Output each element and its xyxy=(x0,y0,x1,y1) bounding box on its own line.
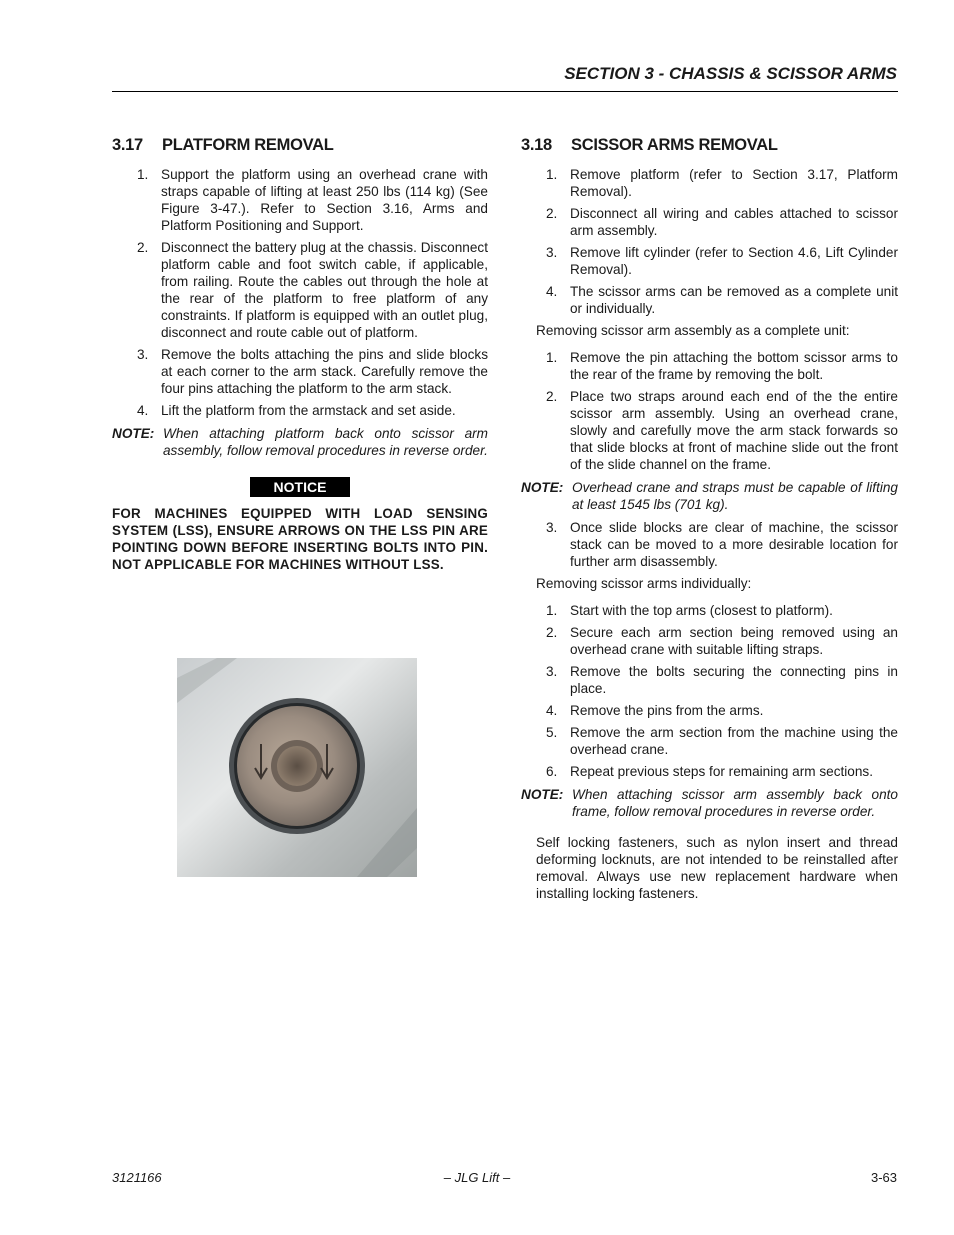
note-label: NOTE: xyxy=(112,426,155,441)
list-item: 3. Remove the bolts securing the connecting pins in place. xyxy=(546,664,898,696)
header-section-title: SECTION 3 - CHASSIS & SCISSOR ARMS xyxy=(564,64,897,83)
footer-center: – JLG Lift – xyxy=(443,1170,511,1185)
list-item: 4. Lift the platform from the armstack and set aside. xyxy=(137,403,456,418)
scissor-removal-steps xyxy=(521,166,898,317)
list-item: 4. Remove the pins from the arms. xyxy=(546,703,764,718)
section-title: PLATFORM REMOVAL xyxy=(162,136,334,154)
list-item: 2. Secure each arm section being removed using an overhead crane with suitable lifting straps. xyxy=(546,625,898,657)
right-column xyxy=(521,136,898,912)
list-item: 3. Remove lift cylinder (refer to Section 4.6, Lift Cylinder Removal). xyxy=(546,245,898,277)
left-column xyxy=(112,136,488,573)
notice-badge: NOTICE xyxy=(250,477,350,497)
footer-doc-number: 3121166 xyxy=(112,1170,162,1185)
note-label: NOTE: xyxy=(521,787,564,802)
list-item: 3. Once slide blocks are clear of machine, the scissor stack can be moved to a more desirable location for further arm disassembly. xyxy=(546,520,898,569)
note-text: When attaching platform back onto scissor arm assembly, follow removal procedures in reverse order. xyxy=(163,426,488,458)
complete-unit-steps xyxy=(521,349,898,473)
list-item: 4. The scissor arms can be removed as a complete unit or individually. xyxy=(546,284,898,316)
list-item: 1. Remove the pin attaching the bottom scissor arms to the rear of the frame by removing the bolt. xyxy=(546,350,898,382)
list-item: 1. Start with the top arms (closest to platform). xyxy=(546,603,833,618)
platform-removal-steps xyxy=(112,166,488,419)
paragraph-locking-fasteners: Self locking fasteners, such as nylon insert and thread deforming locknuts, are not intended to be reinstalled after removal. Always use new replacement hardware when installing locking fasteners. xyxy=(536,835,898,901)
list-item: 1. Remove platform (refer to Section 3.17, Platform Removal). xyxy=(546,167,898,199)
lss-pin-photo xyxy=(177,658,417,877)
note-text: Overhead crane and straps must be capable of lifting at least 1545 lbs (701 kg). xyxy=(572,480,898,512)
note xyxy=(521,786,898,820)
paragraph-complete-unit: Removing scissor arm assembly as a complete unit: xyxy=(536,323,850,338)
individual-steps xyxy=(521,602,898,780)
complete-unit-steps-cont xyxy=(521,519,898,570)
list-item: 2. Disconnect all wiring and cables attached to scissor arm assembly. xyxy=(546,206,898,238)
note-text: When attaching scissor arm assembly back onto frame, follow removal procedures in reverse order. xyxy=(572,787,898,819)
notice-text: FOR MACHINES EQUIPPED WITH LOAD SENSING SYSTEM (LSS), ENSURE ARROWS ON THE LSS PIN ARE POINTING DOWN BEFORE INSERTING BOLTS INTO PIN. NOT APPLICABLE FOR MACHINES WITHOUT LSS. xyxy=(112,506,488,572)
section-title: SCISSOR ARMS REMOVAL xyxy=(571,136,778,154)
header-rule xyxy=(112,91,898,92)
list-item: 5. Remove the arm section from the machine using the overhead crane. xyxy=(546,725,898,757)
list-item: 3. Remove the bolts attaching the pins and slide blocks at each corner to the arm stack. Carefully remove the four pins attaching the platform to the arm stack. xyxy=(137,347,488,396)
footer-page-number: 3-63 xyxy=(870,1170,897,1185)
section-heading-3-18 xyxy=(521,136,898,155)
note xyxy=(112,425,488,459)
list-item: 6. Repeat previous steps for remaining arm sections. xyxy=(546,764,873,779)
note xyxy=(521,479,898,513)
list-item: 2. Disconnect the battery plug at the chassis. Disconnect platform cable and foot switch cable, if applicable, from railing. Route the cables out through the hole at the rear of the platform to free platform of any constraints. If platform is equipped with an outlet plug, disconnect and route cable out of platform. xyxy=(137,240,488,340)
section-heading-3-17 xyxy=(112,136,488,155)
section-number: 3.17 xyxy=(112,136,143,154)
list-item: 1. Support the platform using an overhead crane with straps capable of lifting at least 250 lbs (114 kg) (See Figure 3-47.). Refer to Section 3.16, Arms and Platform Positioning and Support. xyxy=(137,167,488,233)
paragraph-individually: Removing scissor arms individually: xyxy=(536,576,752,591)
section-number: 3.18 xyxy=(521,136,552,154)
list-item: 2. Place two straps around each end of the the entire scissor arm assembly. Using an overhead crane, slowly and carefully move the arm stack forwards so that slide blocks at front of machine slide out the front of the slide channel on the frame. xyxy=(546,389,898,472)
note-label: NOTE: xyxy=(521,480,564,495)
notice-box xyxy=(112,477,488,497)
